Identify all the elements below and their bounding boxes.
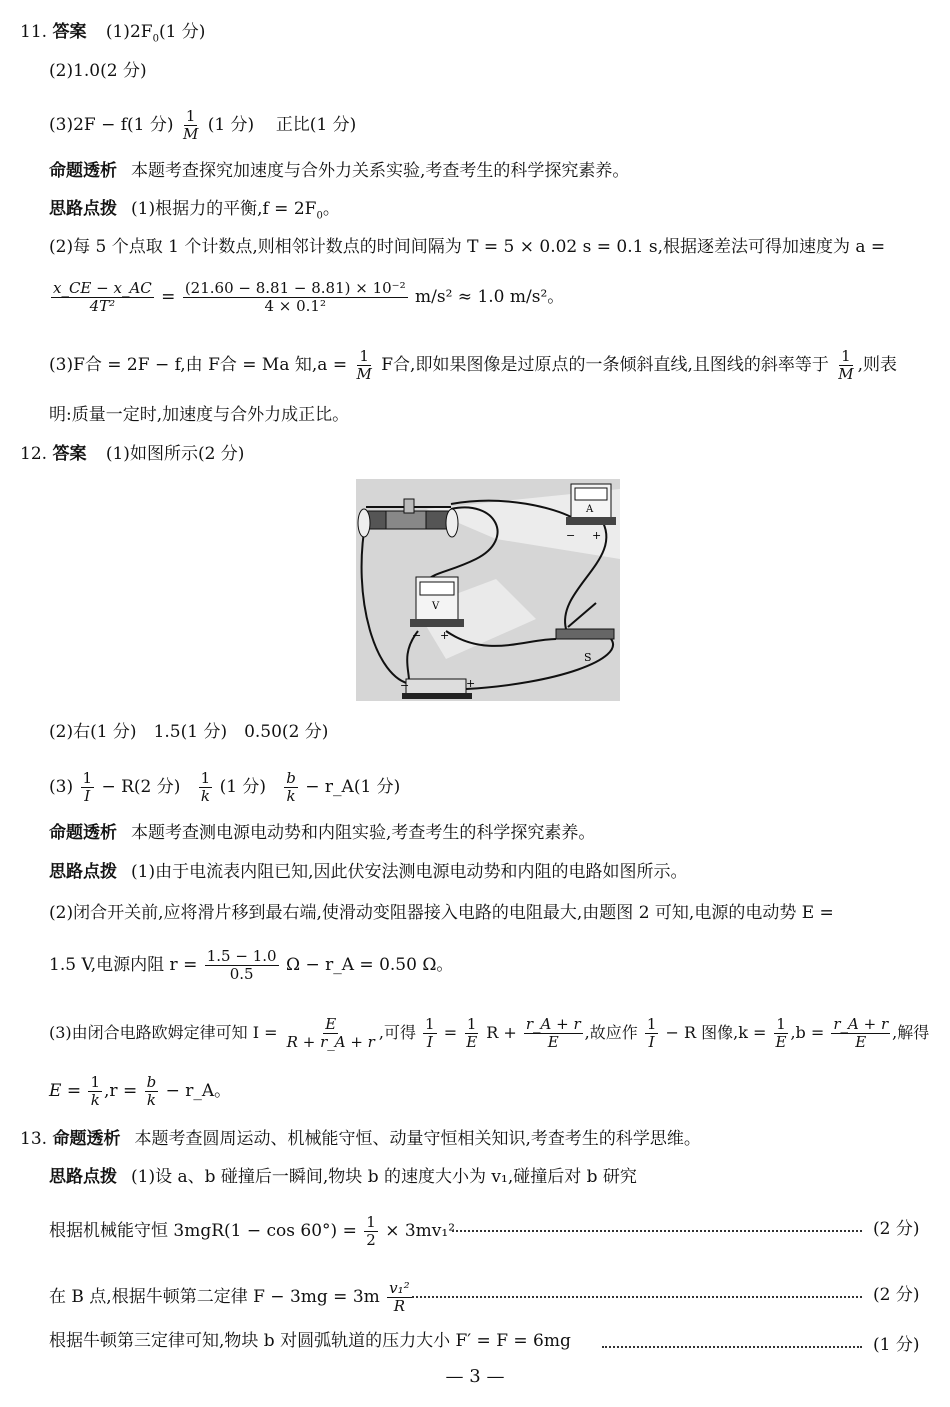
q12-a2: (2)右(1 分) 1.5(1 分) 0.50(2 分)	[49, 722, 329, 742]
q11-hint3-cont: 明:质量一定时,加速度与合外力成正比。	[49, 405, 350, 425]
ammeter-minus: −	[566, 529, 576, 542]
q12-hint-label: 思路点拨	[49, 862, 117, 882]
q13-eq3-score: (1 分)	[873, 1335, 920, 1355]
q12-answer-label: 答案	[52, 444, 87, 464]
q13-eq1: 根据机械能守恒 3mgR(1 − cos 60°) = $\frac{1}{2}$ × 3mv₁²	[49, 1213, 456, 1249]
page-number: — 3 —	[445, 1366, 505, 1387]
battery-plus: +	[466, 677, 476, 690]
q11-hint2-formula: $\frac{x\_CE - x\_AC}{\text{4T²}}$ = $\frac{\text{(21.60 − 8.81 − 8.81) × 10⁻²}}{\text{4 × 0.1²}}$ m/s² ≈ 1.0 m/s²。	[53, 279, 565, 315]
q13-eq2-leader	[412, 1296, 862, 1298]
q11-number: 11.	[20, 22, 48, 42]
q12-hint3: (3)由闭合电路欧姆定律可知 I = $\frac{E}{R + r\_A + r}$ ,可得 $\frac{1}{I}$ = $\frac{1}{E}$ R + $\frac{r\_A + r}{E}$ ,故应作 $\frac{1}{I}$ − R 图像,k = $\frac{1}{E}$ ,b = $\frac{r\_A + r}{E}$ ,解得	[49, 1015, 930, 1051]
q11-hint3: (3)F合 = 2F − f,由 F合 = Ma 知,a = $\frac{1}{M}$ F合,即如果图像是过原点的一条倾斜直线,且图线的斜率等于 $\frac{1}{M}$ ,则表	[49, 347, 898, 383]
q11-hint1: 思路点拨 (1)根据力的平衡$,f = 2F_0$。	[49, 199, 340, 222]
q11-hint-label: 思路点拨	[49, 199, 117, 219]
switch-label: S	[584, 651, 592, 664]
battery-minus: −	[400, 679, 410, 692]
q12-hint1: 思路点拨 (1)由于电流表内阻已知,因此伏安法测电源电动势和内阻的电路如图所示。	[49, 862, 688, 882]
q11-a1: $(1)2F_0(1$ 分)	[105, 22, 206, 45]
q12-hint2-cont: 1.5 V,电源内阻 r = $\frac{1.5 - 1.0}{0.5}$ Ω − r_A = 0.50 Ω。	[49, 947, 454, 983]
q11-a3-fraction: $\frac{1}{M}$	[182, 107, 199, 143]
q12-hint4: E = $\frac{1}{k}$ ,r = $\frac{b}{k}$ − r_A。	[49, 1073, 232, 1109]
voltmeter-minus: −	[412, 629, 422, 642]
q12-number: 12.	[20, 444, 48, 464]
q13-eq1-score: (2 分)	[873, 1219, 920, 1239]
circuit-diagram	[356, 479, 620, 701]
q11-intent-label: 命题透析	[49, 161, 117, 181]
q11-answer-line	[20, 21, 205, 50]
voltmeter-label: V	[432, 601, 440, 612]
q12-intent-label: 命题透析	[49, 823, 117, 843]
q13-eq2-score: (2 分)	[873, 1285, 920, 1305]
voltmeter-plus: +	[440, 629, 450, 642]
q11-a3: (3)2F − f(1 分) $\frac{1}{M}$ (1 分) 正比(1 分)	[49, 107, 357, 143]
q13-eq3: 根据牛顿第三定律可知,物块 b 对圆弧轨道的压力大小 F′ = F = 6mg	[49, 1331, 571, 1351]
q11-answer-label: 答案	[52, 22, 87, 42]
q12-intent: 命题透析 本题考查测电源电动势和内阻实验,考查考生的科学探究素养。	[49, 823, 596, 843]
q13-intent: 13. 命题透析 本题考查圆周运动、机械能守恒、动量守恒相关知识,考查考生的科学思维。	[20, 1129, 701, 1149]
q13-hint-label: 思路点拨	[49, 1167, 117, 1187]
q12-a1: (1)如图所示(2 分)	[105, 444, 245, 464]
q13-eq1-leader	[452, 1230, 862, 1232]
q13-number: 13.	[20, 1129, 48, 1149]
q13-intent-label: 命题透析	[52, 1129, 121, 1149]
q13-eq3-leader	[602, 1346, 862, 1348]
q13-eq2: 在 B 点,根据牛顿第二定律 F − 3mg = 3m $\frac{\text{v₁²}}{R}$	[49, 1279, 410, 1315]
q11-hint2: (2)每 5 个点取 1 个计数点,则相邻计数点的时间间隔为 T = 5 × 0.02 s = 0.1 s,根据逐差法可得加速度为 a =	[49, 237, 886, 257]
battery-icon	[400, 677, 475, 699]
q12-hint2: (2)闭合开关前,应将滑片移到最右端,使滑动变阻器接入电路的电阻最大,由题图 2 可知,电源的电动势 E =	[49, 903, 834, 923]
ammeter-plus: +	[592, 529, 602, 542]
q11-intent: 命题透析 本题考查探究加速度与合外力关系实验,考查考生的科学探究素养。	[49, 161, 630, 181]
q12-a3: (3) $\frac{1}{I}$ − R(2 分) $\frac{1}{k}$ (1 分) $\frac{b}{k}$ − r_A(1 分)	[49, 769, 401, 805]
q12-answer-line	[20, 443, 244, 465]
q11-a2: (2)1.0(2 分)	[49, 61, 147, 81]
q13-hint1: 思路点拨 (1)设 a、b 碰撞后一瞬间,物块 b 的速度大小为 v₁,碰撞后对 b 研究	[49, 1167, 637, 1187]
ammeter-label: A	[586, 504, 594, 515]
